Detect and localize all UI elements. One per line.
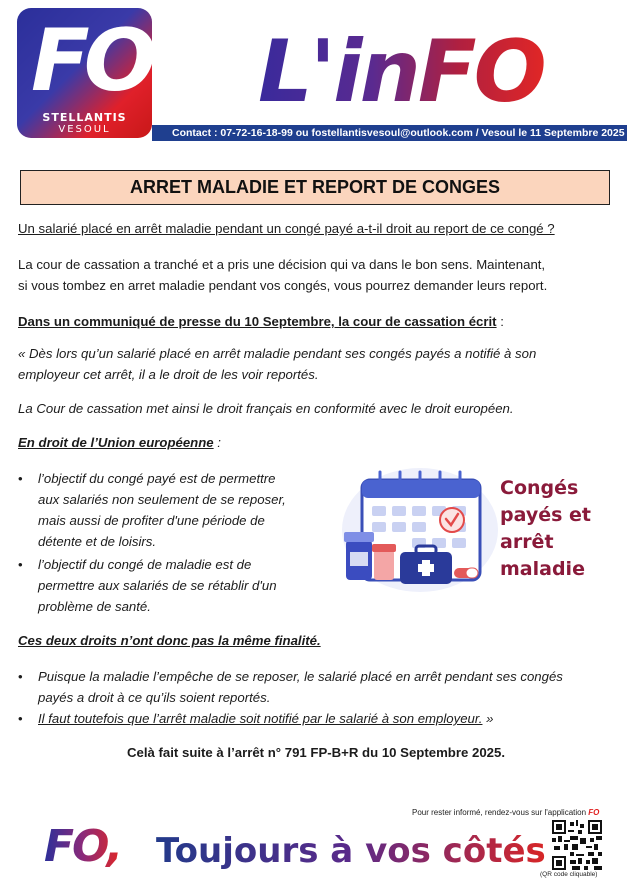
eu-heading-line <box>18 432 614 453</box>
final-bullet-1-line: Puisque la maladie l’empêche de se reposer, le salarié placé en arrêt pendant ses congés <box>38 669 563 684</box>
eu-bullet-1-line: mais aussi de profiter d'une période de <box>38 513 265 528</box>
eu-colon: : <box>213 435 221 450</box>
communique-heading: Dans un communiqué de presse du 10 Septembre, la cour de cassation écrit <box>18 314 497 329</box>
eu-bullet-2-line: problème de santé. <box>38 599 151 614</box>
illustration-caption <box>500 475 620 583</box>
app-note-text: Pour rester informé, rendez-vous sur l'application <box>412 808 589 817</box>
quote-line-1: « Dès lors qu’un salarié placé en arrêt maladie pendant ses congés payés a notifié à son <box>18 346 537 361</box>
qr-code-icon[interactable] <box>552 820 602 870</box>
app-note <box>412 808 599 817</box>
eu-bullet-2-line: permettre aux salariés de se rétablir d'un <box>38 578 277 593</box>
app-note-brand: FO <box>588 808 600 817</box>
contact-bar: Contact : 07-72-16-18-99 ou fostellantisvesoul@outlook.com / Vesoul le 11 Septembre 2025 <box>152 125 627 141</box>
illustration-caption-line: payés et <box>500 504 592 526</box>
bullet-dot: • <box>18 669 23 684</box>
quote-close: » <box>482 711 494 726</box>
intro-line-1: La cour de cassation a tranché et a pris une décision qui va dans le bon sens. Maintenant, <box>18 257 546 272</box>
logo-fo-text: FO <box>31 11 151 111</box>
bullet-dot: • <box>18 557 23 572</box>
eu-bullet-1-line: l’objectif du congé payé est de permettre <box>38 471 276 486</box>
quote-line-3: La Cour de cassation met ainsi le droit français en conformité avec le droit européen. <box>18 401 514 416</box>
logo-stellantis-text: STELLANTIS <box>42 111 127 124</box>
eu-bullet-1-line: aux salariés non seulement de se reposer, <box>38 492 286 507</box>
communique-colon: : <box>496 314 504 329</box>
slogan-text: Toujours à vos côtés <box>156 828 546 874</box>
eu-bullet-2-line: l’objectif du congé de maladie est de <box>38 557 252 572</box>
communique-heading-line <box>18 311 614 332</box>
bullet-dot: • <box>18 471 23 486</box>
article-question: Un salarié placé en arrêt maladie pendant un congé payé a-t-il droit au report de ce congé ? <box>18 221 555 236</box>
article-title: ARRET MALADIE ET REPORT DE CONGES <box>20 170 610 205</box>
illustration-caption-line: arrêt <box>500 531 554 553</box>
quote-line-2: employeur cet arrêt, il a le droit de les voir reportés. <box>18 367 319 382</box>
court-reference: Celà fait suite à l’arrêt n° 791 FP-B+R du 10 Septembre 2025. <box>127 745 505 760</box>
intro-line-2: si vous tombez en arret maladie pendant vos congés, vous pourrez demander leurs report. <box>18 278 548 293</box>
logo-vesoul-text: VESOUL <box>58 124 111 135</box>
eu-heading: En droit de l’Union européenne <box>18 435 214 450</box>
newsletter-title: L'inFO <box>258 22 544 122</box>
bullet-dot: • <box>18 711 23 726</box>
illustration-caption-line: Congés <box>500 477 579 499</box>
calendar-medical-illustration <box>340 460 500 595</box>
slogan-fo: FO, <box>44 817 121 877</box>
fo-logo <box>17 8 152 138</box>
final-bullet-2-text: Il faut toutefois que l’arrêt maladie soit notifié par le salarié à son employeur. <box>38 711 483 726</box>
final-bullet-1-line: payés a droit à ce qu’ils soient reportés. <box>38 690 271 705</box>
finality-heading: Ces deux droits n’ont donc pas la même finalité. <box>18 633 321 648</box>
eu-bullet-1-line: détente et de loisirs. <box>38 534 157 549</box>
qr-caption: (QR code cliquable) <box>540 871 598 878</box>
illustration-caption-line: maladie <box>500 558 585 580</box>
